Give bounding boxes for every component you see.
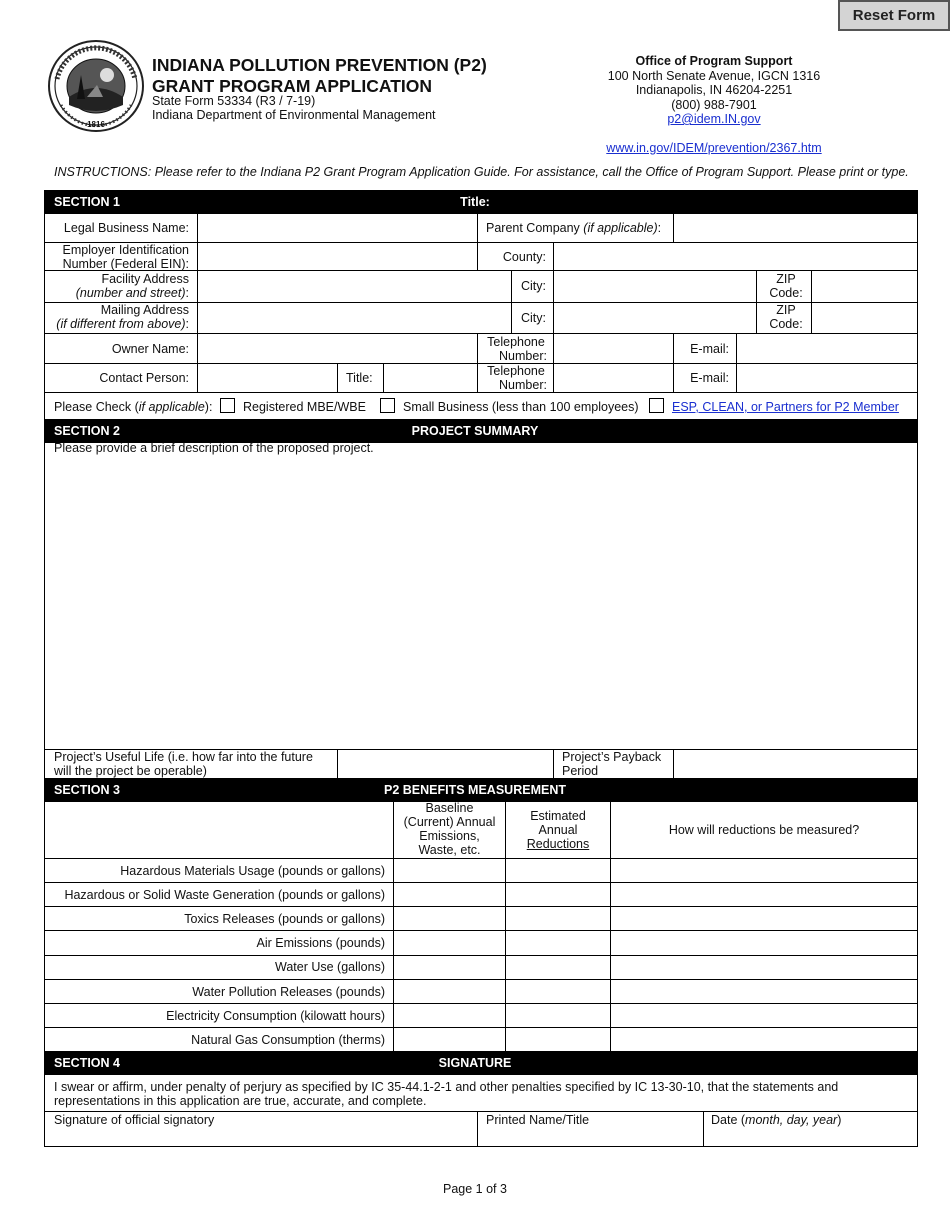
signature-field[interactable] bbox=[46, 1112, 477, 1146]
contact-person-label: Contact Person: bbox=[99, 371, 189, 385]
esp-clean-p2-checkbox[interactable] bbox=[649, 398, 664, 413]
section2-title: PROJECT SUMMARY bbox=[411, 424, 539, 438]
benefit-row-label: Air Emissions (pounds) bbox=[256, 936, 385, 950]
owner-telephone-field[interactable] bbox=[554, 334, 673, 363]
section4-header bbox=[45, 1051, 917, 1075]
owner-name-label: Owner Name: bbox=[111, 342, 189, 356]
signature-label: Signature of official signatory bbox=[54, 1113, 215, 1127]
office-phone: (800) 988-7901 bbox=[671, 97, 757, 112]
section1-title: Title: bbox=[460, 195, 490, 209]
owner-telephone-label: Telephone Number: bbox=[487, 335, 547, 363]
benefit-row-label: Water Use (gallons) bbox=[275, 960, 385, 974]
small-business-label: Small Business (less than 100 employees) bbox=[403, 400, 639, 414]
estimated-reductions-column-header: Estimated Annual Reductions bbox=[526, 809, 590, 851]
benefit-row-label: Toxics Releases (pounds or gallons) bbox=[184, 912, 385, 926]
facility-city-label: City: bbox=[521, 279, 546, 293]
page-number: Page 1 of 3 bbox=[443, 1182, 507, 1196]
legal-business-name-label: Legal Business Name: bbox=[63, 221, 189, 235]
owner-name-field[interactable] bbox=[198, 334, 477, 363]
facility-zip-label: ZIP Code: bbox=[769, 272, 803, 300]
benefit-row-label: Natural Gas Consumption (therms) bbox=[191, 1033, 385, 1047]
contact-title-field[interactable] bbox=[384, 364, 477, 392]
ein-label: Employer Identification Number (Federal EIN): bbox=[62, 243, 189, 271]
county-label: County: bbox=[502, 250, 546, 264]
instructions: INSTRUCTIONS: Please refer to the Indiana P2 Grant Program Application Guide. For assistance, call the Office of Program Support. Please print or type. bbox=[54, 165, 909, 179]
useful-life-field[interactable] bbox=[338, 750, 553, 778]
parent-company-field[interactable] bbox=[674, 215, 917, 242]
office-email-link[interactable]: p2@idem.IN.gov bbox=[667, 112, 761, 126]
contact-person-field[interactable] bbox=[198, 364, 337, 392]
facility-address-label: Facility Address (number and street): bbox=[75, 272, 189, 300]
payback-period-label: Project’s Payback Period bbox=[562, 750, 662, 778]
mailing-zip-label: ZIP Code: bbox=[769, 303, 803, 331]
owner-email-field[interactable] bbox=[737, 334, 917, 363]
office-address: 100 North Senate Avenue, IGCN 1316 bbox=[607, 68, 821, 83]
project-description-prompt: Please provide a brief description of the proposed project. bbox=[54, 441, 374, 455]
useful-life-label: Project’s Useful Life (i.e. how far into the future will the project be operable) bbox=[54, 750, 313, 778]
please-check-label: Please Check (if applicable): bbox=[54, 400, 213, 414]
form-title-line2: GRANT PROGRAM APPLICATION bbox=[152, 76, 432, 96]
benefit-row-label: Hazardous Materials Usage (pounds or gallons) bbox=[120, 864, 385, 878]
measurement-method-column-header: How will reductions be measured? bbox=[668, 823, 860, 837]
legal-business-name-field[interactable] bbox=[198, 215, 477, 242]
benefit-row-label: Electricity Consumption (kilowatt hours) bbox=[166, 1009, 385, 1023]
mailing-address-label: Mailing Address (if different from above): bbox=[56, 303, 189, 331]
section3-title: P2 BENEFITS MEASUREMENT bbox=[384, 783, 566, 797]
small-business-checkbox[interactable] bbox=[380, 398, 395, 413]
form-title-line1: INDIANA POLLUTION PREVENTION (P2) bbox=[152, 55, 487, 75]
mailing-city-field[interactable] bbox=[554, 303, 756, 333]
date-label: Date (month, day, year) bbox=[711, 1113, 842, 1127]
printed-name-label: Printed Name/Title bbox=[486, 1113, 590, 1127]
facility-zip-field[interactable] bbox=[812, 271, 917, 302]
baseline-column-header: Baseline (Current) Annual Emissions, Waste, etc. bbox=[403, 801, 496, 857]
perjury-statement: I swear or affirm, under penalty of perjury as specified by IC 35-44.1-2-1 and other penalties specified by IC 13-30-10, that the statements and representations in this application are true, accurate, and complete. bbox=[54, 1080, 839, 1108]
contact-telephone-field[interactable] bbox=[554, 364, 673, 392]
office-name: Office of Program Support bbox=[635, 54, 793, 68]
section1-number: SECTION 1 bbox=[54, 195, 120, 209]
project-description-field[interactable] bbox=[46, 456, 917, 748]
contact-email-field[interactable] bbox=[737, 364, 917, 392]
benefit-row-label: Water Pollution Releases (pounds) bbox=[192, 985, 385, 999]
county-field[interactable] bbox=[554, 243, 917, 270]
mailing-address-field[interactable] bbox=[198, 303, 511, 333]
parent-company-label: Parent Company (if applicable): bbox=[486, 221, 662, 235]
office-city: Indianapolis, IN 46204-2251 bbox=[635, 83, 793, 97]
section4-number: SECTION 4 bbox=[54, 1056, 120, 1070]
contact-telephone-label: Telephone Number: bbox=[487, 364, 547, 392]
owner-email-label: E-mail: bbox=[690, 342, 729, 356]
section3-number: SECTION 3 bbox=[54, 783, 120, 797]
ein-field[interactable] bbox=[198, 243, 477, 270]
date-field[interactable] bbox=[704, 1126, 917, 1146]
contact-email-label: E-mail: bbox=[690, 371, 729, 385]
mailing-zip-field[interactable] bbox=[812, 303, 917, 333]
section1-header bbox=[45, 190, 917, 214]
mbe-wbe-checkbox[interactable] bbox=[220, 398, 235, 413]
state-form-number: State Form 53334 (R3 / 7-19) bbox=[152, 94, 316, 108]
office-contact-block bbox=[600, 54, 828, 155]
section4-title: SIGNATURE bbox=[438, 1056, 512, 1070]
indiana-state-seal bbox=[47, 39, 145, 133]
mbe-wbe-label: Registered MBE/WBE bbox=[243, 400, 366, 414]
esp-clean-p2-link[interactable]: ESP, CLEAN, or Partners for P2 Member bbox=[672, 400, 899, 414]
svg-text:1816: 1816 bbox=[87, 120, 105, 129]
office-website-link[interactable]: www.in.gov/IDEM/prevention/2367.htm bbox=[606, 140, 822, 155]
reset-form-button[interactable]: Reset Form bbox=[838, 0, 950, 31]
department-name: Indiana Department of Environmental Management bbox=[152, 108, 436, 122]
mailing-city-label: City: bbox=[521, 311, 546, 325]
section3-header bbox=[45, 778, 917, 802]
benefit-row-label: Hazardous or Solid Waste Generation (pounds or gallons) bbox=[64, 888, 385, 902]
facility-address-field[interactable] bbox=[198, 271, 511, 302]
payback-period-field[interactable] bbox=[674, 750, 917, 778]
contact-title-label: Title: bbox=[346, 371, 373, 385]
section2-header bbox=[45, 419, 917, 443]
facility-city-field[interactable] bbox=[554, 271, 756, 302]
printed-name-field[interactable] bbox=[478, 1126, 703, 1146]
section2-number: SECTION 2 bbox=[54, 424, 120, 438]
